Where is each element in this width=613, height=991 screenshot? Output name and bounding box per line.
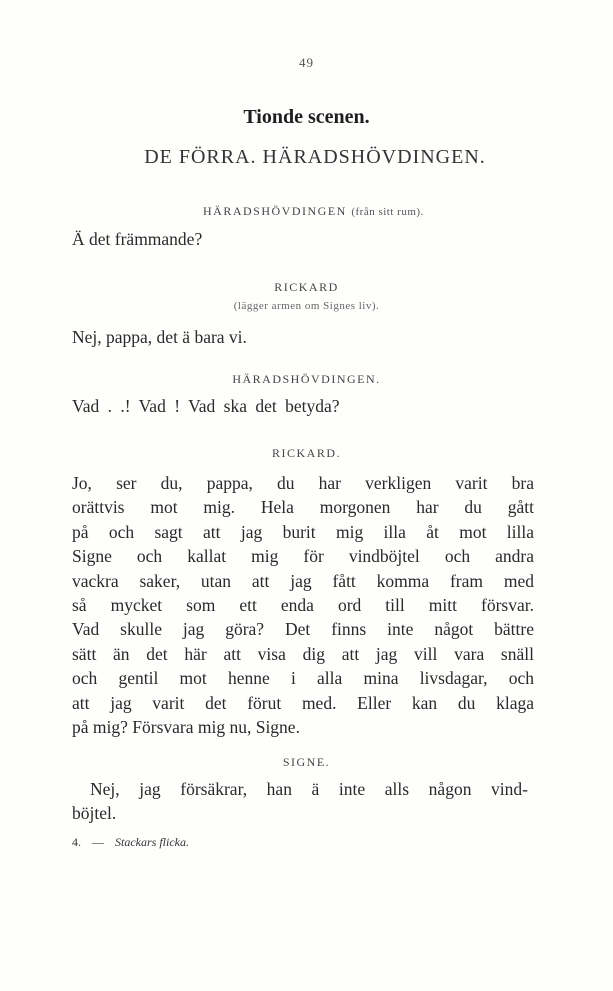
speaker-rickard-1: RICKARD [274, 280, 339, 294]
speaker-haradshovdingen-2: HÄRADSHÖVDINGEN. [232, 372, 381, 386]
speech-signe-continued [72, 801, 534, 825]
speech-line: Jo, ser du, pappa, du har verkligen varit bra [72, 473, 534, 493]
speech-line: Nej, jag försäkrar, han ä inte alls någon vind- [90, 779, 528, 799]
stage-direction-rickard: (lägger armen om Signes liv). [233, 300, 380, 312]
footer-dash: — [92, 835, 104, 849]
page-number: 49 [299, 55, 314, 70]
speech-line: att jag varit det förut med. Eller kan du klaga [72, 692, 534, 713]
speech-line: så mycket som ett enda ord till mitt försvar. [72, 595, 534, 616]
dialogue-line-3: Vad . .! Vad ! Vad ska det betyda? [72, 396, 340, 416]
dialogue-line-2: Nej, pappa, det ä bara vi. [72, 327, 247, 347]
book-title: Stackars flicka. [115, 835, 189, 849]
dialogue-line-1: Ä det främmande? [72, 229, 203, 249]
speech-signe [90, 777, 528, 801]
speaker-rickard-2: RICKARD. [271, 446, 341, 460]
speech-line: Signe och kallat mig för vindböjtel och andra [72, 546, 534, 567]
speech-line: orättvis mot mig. Hela morgonen har du gått [72, 497, 534, 518]
speaker-haradshovdingen-1 [203, 204, 424, 219]
speech-rickard [72, 471, 534, 739]
speech-line: böjtel. [72, 803, 117, 823]
speech-line: på mig? Försvara mig nu, Signe. [72, 717, 300, 738]
speaker-name: HÄRADSHÖVDINGEN [203, 204, 347, 218]
speech-line: vackra saker, utan att jag fått komma fram med [72, 570, 534, 591]
speech-line: på och sagt att jag burit mig illa åt mot lilla [72, 521, 534, 542]
speech-line: Vad skulle jag göra? Det finns inte något bättre [72, 619, 534, 640]
page-footer [72, 835, 189, 850]
signature-number: 4. [72, 835, 81, 849]
scene-cast: DE FÖRRA. HÄRADSHÖVDINGEN. [144, 146, 486, 168]
speech-line: sätt än det här att visa dig att jag vill vara snäll [72, 643, 534, 664]
speech-line: och gentil mot henne i alla mina livsdagar, och [72, 668, 534, 689]
stage-direction: (från sitt rum). [351, 206, 424, 218]
scene-title: Tionde scenen. [243, 106, 370, 128]
speaker-signe: SIGNE. [282, 755, 331, 769]
